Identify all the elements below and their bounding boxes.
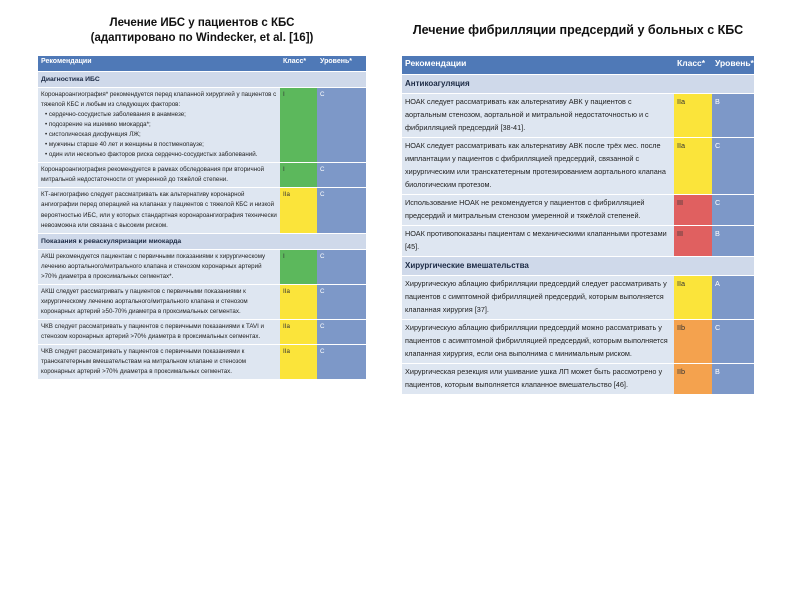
recommendation-text: Хирургическую аблацию фибрилляции предсердий можно рассматривать у пациентов с асимптомной фибрилляцией предсердий, которым выполняется клапанная хирургия, если она выполнима с минимальным риском. bbox=[402, 320, 674, 364]
right-panel bbox=[402, 18, 754, 395]
section-header: Диагностика ИБС bbox=[38, 72, 366, 88]
table-row bbox=[402, 226, 754, 257]
level-cell: C bbox=[317, 344, 366, 379]
recommendation-text: АКШ следует рассматривать у пациентов с первичными показаниями к хирургическому лечению аортального/митрального клапана и стенозом коронарных артерий ≥50-70% диаметра в проксимальных сегментах. bbox=[38, 284, 280, 319]
level-cell: B bbox=[712, 364, 754, 395]
class-cell: I bbox=[280, 88, 317, 163]
class-cell: III bbox=[674, 195, 712, 226]
table-row bbox=[38, 319, 366, 344]
left-panel bbox=[38, 16, 366, 380]
class-cell: I bbox=[280, 163, 317, 188]
col-level: Уровень* bbox=[712, 56, 754, 75]
col-level: Уровень* bbox=[317, 56, 366, 72]
class-cell: IIa bbox=[280, 284, 317, 319]
class-cell: IIa bbox=[280, 188, 317, 233]
class-cell: IIa bbox=[280, 344, 317, 379]
level-cell: A bbox=[712, 276, 754, 320]
table-row bbox=[402, 195, 754, 226]
table-row bbox=[38, 249, 366, 284]
table-header bbox=[38, 56, 366, 72]
recommendation-text: НОАК противопоказаны пациентам с механическими клапанными протезами [45]. bbox=[402, 226, 674, 257]
table-row bbox=[38, 163, 366, 188]
level-cell: C bbox=[317, 249, 366, 284]
right-table bbox=[402, 56, 754, 395]
recommendation-text: Хирургическую аблацию фибрилляции предсердий следует рассматривать у пациентов с симптомной фибрилляцией предсердий, которым выполняется клапанная хирургия [37]. bbox=[402, 276, 674, 320]
table-row bbox=[402, 276, 754, 320]
left-title: Лечение ИБС у пациентов с КБС (адаптировано по Windecker, et al. [16]) bbox=[90, 17, 314, 44]
class-cell: IIb bbox=[674, 364, 712, 395]
section-header: Антикоагуляция bbox=[402, 75, 754, 94]
recommendation-text: ЧКВ следует рассматривать у пациентов с первичными показаниями к транскатетерным вмешательствам на митральном клапане и стенозом коронарных артерий >70% диаметра в проксимальных сегментах. bbox=[38, 344, 280, 379]
class-cell: III bbox=[674, 226, 712, 257]
table-row bbox=[38, 344, 366, 379]
col-class: Класс* bbox=[674, 56, 712, 75]
recommendation-text: Коронароангиография рекомендуется в рамках обследования при вторичной митральной недостаточности от умеренной до тяжёлой степени. bbox=[38, 163, 280, 188]
level-cell: C bbox=[317, 88, 366, 163]
table-row bbox=[402, 364, 754, 395]
recommendation-text: АКШ рекомендуется пациентам с первичными показаниями к хирургическому лечению аортального/митрального клапана и стенозом коронарных артерий >70% диаметра в проксимальных сегментах*. bbox=[38, 249, 280, 284]
table-row bbox=[38, 188, 366, 233]
col-class: Класс* bbox=[280, 56, 317, 72]
table-header bbox=[402, 56, 754, 75]
table-row bbox=[38, 88, 366, 163]
class-cell: IIa bbox=[674, 138, 712, 195]
col-recommendations: Рекомендации bbox=[38, 56, 280, 72]
recommendation-text: НОАК следует рассматривать как альтернативу АВК у пациентов с аортальным стенозом, аортальной и митральной недостаточностью и с фибрилляцией предсердий [38-41]. bbox=[402, 94, 674, 138]
level-cell: C bbox=[317, 188, 366, 233]
recommendation-text: Использование НОАК не рекомендуется у пациентов с фибрилляцией предсердий и митральным стенозом умеренной и тяжёлой степеней. bbox=[402, 195, 674, 226]
section-header: Хирургические вмешательства bbox=[402, 257, 754, 276]
class-cell: IIa bbox=[280, 319, 317, 344]
class-cell: I bbox=[280, 249, 317, 284]
class-cell: IIa bbox=[674, 276, 712, 320]
level-cell: C bbox=[317, 319, 366, 344]
level-cell: C bbox=[712, 138, 754, 195]
level-cell: B bbox=[712, 94, 754, 138]
recommendation-text: НОАК следует рассматривать как альтернативу АВК после трёх мес. после имплантации у пациентов с фибрилляцией предсердий, связанной с хирургическим или транскатетерным протезированием аортального клапана биологическим протезом. bbox=[402, 138, 674, 195]
recommendation-text: КТ-ангиографию следует рассматривать как альтернативу коронарной ангиографии перед операцией на клапанах у пациентов с тяжелой КБС и низкой вероятностью ИБС, или у которых стандартная коронароангиография технически невозможна или связана с высоким риском. bbox=[38, 188, 280, 233]
recommendation-text: Хирургическая резекция или ушивание ушка ЛП может быть рассмотрено у пациентов, которым выполняется клапанное вмешательство [46]. bbox=[402, 364, 674, 395]
recommendation-text: Коронароангиография* рекомендуется перед клапанной хирургией у пациентов с тяжелой КБС и любым из следующих факторов: • сердечно-сосудистые заболевания в анамнезе; • подозрение на ишемию миокарда*; • систолическая дисфункция ЛЖ; • мужчины старше 40 лет и женщины в постменопаузе; • один или несколько факторов риска сердечно-сосудистых заболеваний. bbox=[38, 88, 280, 163]
level-cell: B bbox=[712, 226, 754, 257]
table-row bbox=[402, 320, 754, 364]
class-cell: IIa bbox=[674, 94, 712, 138]
class-cell: IIb bbox=[674, 320, 712, 364]
right-title: Лечение фибрилляции предсердий у больных с КБС bbox=[412, 23, 744, 37]
level-cell: C bbox=[712, 195, 754, 226]
level-cell: C bbox=[317, 284, 366, 319]
left-table bbox=[38, 56, 366, 380]
table-row bbox=[38, 284, 366, 319]
table-row bbox=[402, 138, 754, 195]
col-recommendations: Рекомендации bbox=[402, 56, 674, 75]
table-row bbox=[402, 94, 754, 138]
level-cell: C bbox=[712, 320, 754, 364]
recommendation-text: ЧКВ следует рассматривать у пациентов с первичными показаниями к TAVI и стенозом коронарных артерий >70% диаметра в проксимальных сегментах. bbox=[38, 319, 280, 344]
level-cell: C bbox=[317, 163, 366, 188]
section-header: Показания к реваскуляризации миокарда bbox=[38, 233, 366, 249]
